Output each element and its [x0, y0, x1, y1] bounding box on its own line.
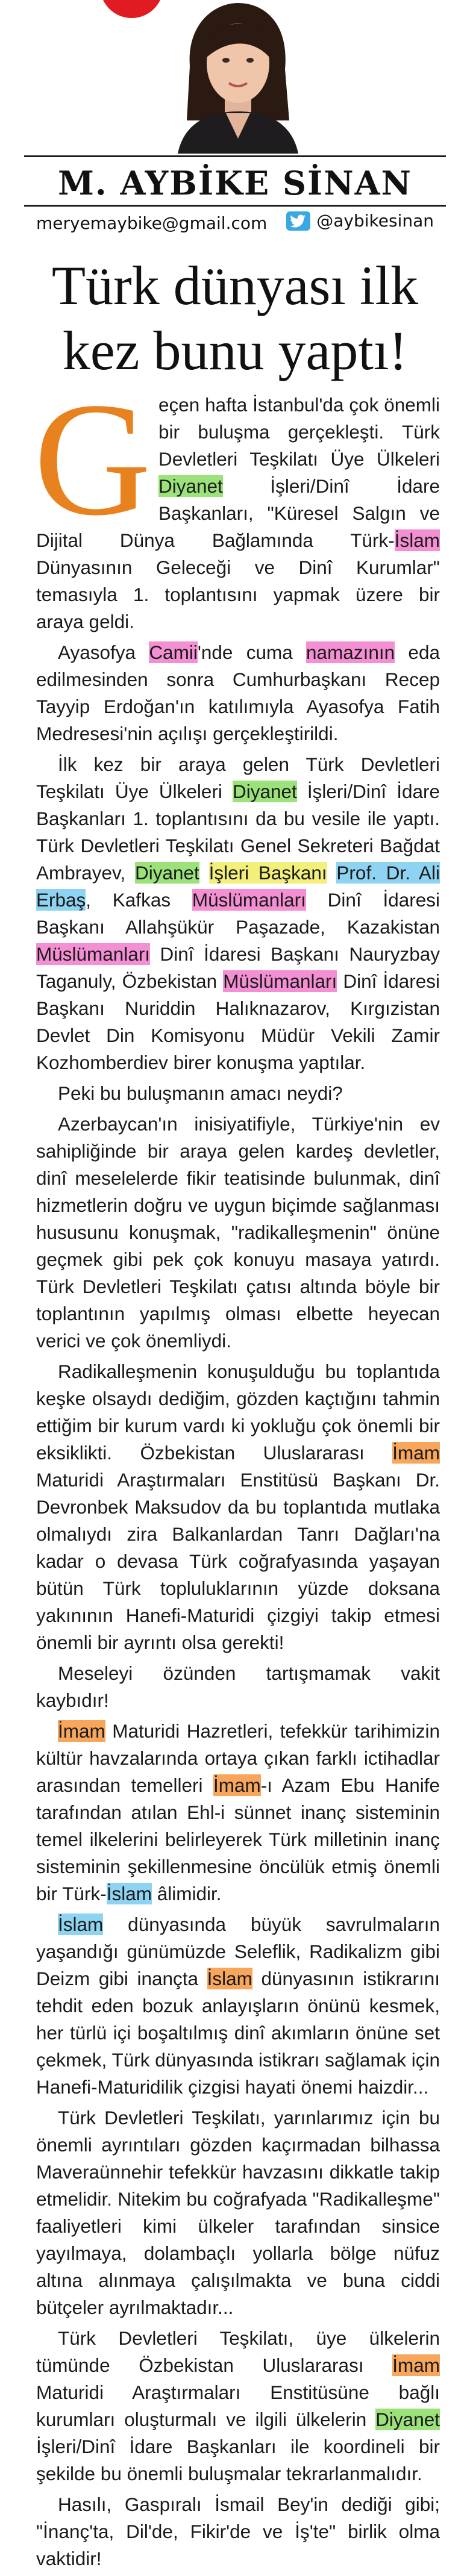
highlight-pink: İslam — [394, 529, 440, 551]
highlight-pink: Müslümanları — [223, 970, 337, 992]
drop-cap: G — [34, 369, 151, 549]
article-paragraph — [36, 639, 440, 747]
highlight-pink: Müslümanları — [36, 943, 151, 965]
highlight-pink: Camii — [149, 641, 198, 663]
highlight-green: Diyanet — [134, 862, 199, 884]
text-run: Dinî İdaresi Başkanı Nauryzbay Taganuly, Özbekistan — [36, 943, 440, 992]
article-paragraph — [36, 1911, 440, 2101]
text-run: âlimidir. — [151, 1883, 222, 1904]
twitter-handle: @aybikesinan — [316, 211, 434, 231]
highlight-blue: İslam — [106, 1883, 152, 1904]
author-portrait — [166, 0, 310, 154]
author-name: M. AYBİKE SİNAN — [58, 164, 412, 202]
text-run: Dinî İdaresi Başkanı Allahşükür Paşazade, Kazakistan — [36, 889, 440, 938]
text-run: , Kafkas — [86, 889, 192, 911]
text-run: dünyasının istikrarını tehdit eden bozuk anlayışların önünü kesmek, her türlü içi boşaltılmış dinî akımların önüne set çekmek, Türk dünyasında istikrarı sağlamak için Hanefi-Maturidilik çizgisi hayati önemi haizdir... — [36, 1968, 440, 2098]
author-twitter[interactable] — [286, 211, 434, 231]
column-header — [0, 0, 470, 238]
article-paragraph — [34, 369, 440, 635]
text-run: Dünyasının Geleceği ve Dinî Kurumlar" temasıyla 1. toplantısını yapmak üzere bir araya geldi. — [36, 557, 440, 632]
text-run: -ı Azam Ebu Hanife tarafından atılan Ehl-i sünnet inanç sisteminin temel ilkelerini belirleyerek Türk milletinin inanç sisteminin şekillenmesine öncülük etmiş önemli bir Türk- — [36, 1774, 440, 1904]
highlight-orange: İmam — [213, 1774, 261, 1796]
text-run: dünyasında büyük savrulmaların yaşandığı günümüzde Seleflik, Radikalizm gibi Deizm gibi inançta — [36, 1913, 440, 1989]
author-contacts — [36, 211, 434, 235]
article-paragraph — [36, 2104, 440, 2321]
text-run — [199, 862, 209, 884]
article-paragraph — [36, 1080, 440, 1107]
article-paragraph — [36, 2491, 440, 2572]
text-run: Ayasofya — [58, 641, 149, 663]
article-paragraph — [36, 1358, 440, 1656]
text-run: Dinî İdaresi Başkanı Nuriddin Halıknazarov, Kırgızistan Devlet Din Komisyonu Müdür Vekili Zamir Kozhomberdiev birer konuşma yaptılar. — [36, 970, 440, 1073]
headline — [18, 253, 452, 383]
red-corner-decoration — [100, 0, 163, 18]
article-paragraph — [36, 1111, 440, 1355]
highlight-green: Diyanet — [233, 781, 297, 802]
headline-line-2: kez bunu yaptı! — [62, 320, 408, 381]
article-paragraph — [36, 2325, 440, 2487]
highlight-pink: Müslümanları — [192, 889, 306, 911]
text-run: Azerbaycan'ın inisiyatifiyle, Türkiye'nin ev sahipliğinde bir araya gelen kardeş devletler, dinî meselelerde fikir teatisinde bulunmak, dinî hizmetlerin doğru ve uygun biçimde sağlanması hususunu konuşmak, "radikalleşmenin" önüne geçmek gibi pek çok konuyu masaya yatırdı. Türk Devletleri Teşkilatı çatısı altında böyle bir toplantının yapılmış olması elbette heyecan verici ve çok önemliydi. — [36, 1113, 440, 1352]
text-run: Maturidi Hazretleri, tefekkür tarihimizin kültür havzalarında ortaya çıkan farklı ictihadlar arasından temelleri — [36, 1720, 440, 1796]
highlight-green: Diyanet — [375, 2409, 440, 2430]
author-name-band — [0, 155, 470, 210]
text-run — [327, 862, 337, 884]
headline-line-1: Türk dünyası ilk — [51, 255, 419, 316]
text-run: İşleri/Dinî İdare Başkanları ile koordineli bir şekilde bu önemli buluşmalar tekrarlanmalıdır. — [36, 2436, 440, 2484]
text-run: eda edilmesinden sonra Cumhurbaşkanı Recep Tayyip Erdoğan'ın katılımıyla Ayasofya Fatih Medresesi'nin açılışı gerçekleştirildi. — [36, 641, 440, 744]
article-paragraph — [36, 751, 440, 1076]
author-email[interactable]: meryemaybike@gmail.com — [36, 213, 268, 233]
text-run: İlk kez bir araya gelen Türk Devletleri Teşkilatı Üye Ülkeleri — [36, 753, 440, 802]
text-run: Türk Devletleri Teşkilatı, yarınlarımız için bu önemli ayrıntıları gözden kaçırmadan bilhassa Maveraünnehir tefekkür havzasını dikkatle takip etmelidir. Nitekim bu coğrafyada "Radikalleşme" faaliyetleri kimi ülkeler tarafından sinsice yayılmaya, dolambaçlı yollarla bölge nüfuz altına alınmaya çalışılmakta ve buna ciddi bütçeler ayrılmaktadır... — [36, 2107, 440, 2318]
text-run: İşleri/Dinî İdare Başkanları 1. toplantısını da bu vesile ile yaptı. Türk Devletleri Teşkilatı Genel Sekreteri Bağdat Ambrayev, — [36, 781, 440, 884]
highlight-pink: namazının — [306, 641, 395, 663]
highlight-orange: İmam — [392, 2354, 440, 2376]
text-run: Radikalleşmenin konuşulduğu bu toplantıda keşke olsaydı dediğim, gözden kaçtığını tahmin ettiğim bir kurum vardı ki yokluğu çok önemli bir eksiklikti. Özbekistan Uluslararası — [36, 1361, 440, 1464]
divider-line — [24, 205, 446, 207]
article-paragraph — [36, 1660, 440, 1714]
highlight-orange: İslam — [207, 1968, 252, 1989]
text-run: Hasılı, Gaspıralı İsmail Bey'in dediği gibi; "İnanç'ta, Dil'de, Fikir'de ve İş'te" birlik olma vaktidir! — [36, 2493, 440, 2569]
highlight-blue: Prof. Dr. Ali Erbaş — [36, 862, 440, 911]
article-body — [34, 369, 440, 2576]
highlight-green: Diyanet — [158, 475, 223, 497]
highlight-orange: İmam — [392, 1442, 440, 1464]
text-run: Maturidi Araştırmaları Enstitüsüne bağlı kurumları oluşturmalı ve ilgili ülkelerin — [36, 2381, 440, 2430]
text-run: Meseleyi özünden tartışmamak vakit kaybıdır! — [36, 1662, 440, 1711]
text-run: Türk Devletleri Teşkilatı, üye ülkelerin tümünde Özbekistan Uluslararası — [36, 2327, 440, 2376]
highlight-orange: İmam — [58, 1720, 105, 1742]
text-run: Maturidi Araştırmaları Enstitüsü Başkanı Dr. Devronbek Maksudov da bu toplantıda mutlaka olmalıydı zira Balkanlardan Tanrı Dağları'na kadar o devasa Türk coğrafyasında yaşayan bütün Türk topluluklarının yüzde doksana yakınının Hanefi-Maturidi çizgiyi takip etmesi önemli bir ayrıntı olsa gerekti! — [36, 1469, 440, 1653]
highlight-blue: İslam — [58, 1913, 104, 1935]
text-run: eçen hafta İstanbul'da çok önemli bir buluşma gerçekleşti. Türk Devletleri Teşkilatı Üye Ülkeleri — [158, 394, 440, 470]
twitter-icon — [286, 211, 310, 231]
article-paragraph — [36, 1718, 440, 1907]
text-run: Peki bu buluşmanın amacı neydi? — [58, 1082, 343, 1104]
highlight-yellow: İşleri Başkanı — [208, 862, 327, 884]
text-run: İşleri/Dinî İdare Başkanları, "Küresel Salgın ve Dijital Dünya Bağlamında Türk- — [36, 475, 440, 551]
divider-line — [24, 155, 446, 157]
text-run: 'nde cuma — [197, 641, 307, 663]
